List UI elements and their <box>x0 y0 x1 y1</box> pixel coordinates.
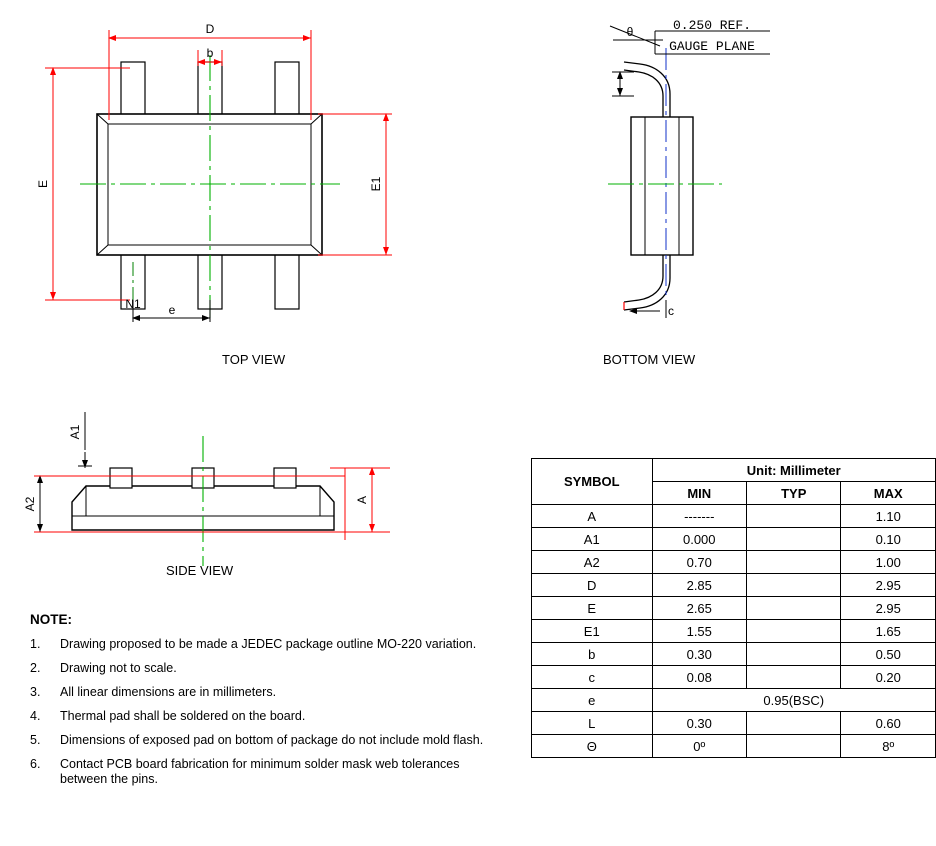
cell-symbol: L <box>532 712 653 735</box>
top-view-geometry <box>36 22 392 322</box>
note-item <box>30 637 500 652</box>
note-number: 5. <box>30 733 41 747</box>
cell-max: 1.00 <box>841 551 936 574</box>
dim-label-A1: A1 <box>68 424 82 440</box>
note-text: Drawing proposed to be made a JEDEC package outline MO-220 variation. <box>60 637 477 651</box>
dim-label-D: D <box>205 22 215 36</box>
cell-typ <box>747 666 841 689</box>
note-number: 4. <box>30 709 41 723</box>
cell-max: 8º <box>841 735 936 758</box>
note-number: 1. <box>30 637 41 651</box>
table-header-min: MIN <box>652 482 747 505</box>
table-row <box>532 666 936 689</box>
table-header-typ: TYP <box>747 482 841 505</box>
cell-typ <box>747 597 841 620</box>
dim-label-N1: N1 <box>125 297 141 311</box>
dim-label-E1: E1 <box>369 176 383 192</box>
cell-max: 0.10 <box>841 528 936 551</box>
cell-symbol: A2 <box>532 551 653 574</box>
cell-typ <box>747 620 841 643</box>
cell-symbol: e <box>532 689 653 712</box>
dim-label-A: A <box>355 495 369 505</box>
cell-symbol: b <box>532 643 653 666</box>
cell-typ <box>747 712 841 735</box>
table-header-symbol: SYMBOL <box>532 459 653 505</box>
note-text: Thermal pad shall be soldered on the board. <box>60 709 306 723</box>
bottom-view-geometry <box>608 18 770 318</box>
cell-min: 0.08 <box>652 666 747 689</box>
side-view-label: SIDE VIEW <box>166 563 234 578</box>
cell-min: 0.70 <box>652 551 747 574</box>
note-number: 6. <box>30 757 41 771</box>
cell-symbol: D <box>532 574 653 597</box>
note-item <box>30 709 500 724</box>
cell-max: 1.65 <box>841 620 936 643</box>
table-row <box>532 620 936 643</box>
cell-typ <box>747 528 841 551</box>
table-row <box>532 735 936 758</box>
cell-min: 0º <box>652 735 747 758</box>
note-text: Dimensions of exposed pad on bottom of package do not include mold flash. <box>60 733 484 747</box>
dim-label-A2: A2 <box>23 496 37 512</box>
cell-max: 2.95 <box>841 574 936 597</box>
cell-max: 2.95 <box>841 597 936 620</box>
cell-max: 0.20 <box>841 666 936 689</box>
note-number: 2. <box>30 661 41 675</box>
gauge-plane-label: GAUGE PLANE <box>669 39 755 54</box>
cell-symbol: c <box>532 666 653 689</box>
cell-typ <box>747 574 841 597</box>
cell-min: 2.85 <box>652 574 747 597</box>
gauge-ref-label: 0.250 REF. <box>672 18 752 33</box>
note-number: 3. <box>30 685 41 699</box>
table-row <box>532 528 936 551</box>
table-row <box>532 597 936 620</box>
table-row <box>532 574 936 597</box>
table-row <box>532 643 936 666</box>
cell-max: 1.10 <box>841 505 936 528</box>
notes-block <box>30 612 500 796</box>
cell-symbol: Θ <box>532 735 653 758</box>
bottom-view-label: BOTTOM VIEW <box>603 352 696 367</box>
cell-min: 0.30 <box>652 643 747 666</box>
cell-min: 2.65 <box>652 597 747 620</box>
cell-typ <box>747 505 841 528</box>
cell-max: 0.50 <box>841 643 936 666</box>
table-header-max: MAX <box>841 482 936 505</box>
cell-typ <box>747 551 841 574</box>
top-view-label: TOP VIEW <box>222 352 286 367</box>
cell-symbol: A1 <box>532 528 653 551</box>
cell-symbol: E1 <box>532 620 653 643</box>
note-text: Contact PCB board fabrication for minimum solder mask web tolerances between the pins. <box>60 757 460 786</box>
table-row <box>532 689 936 712</box>
cell-typ <box>747 735 841 758</box>
cell-symbol: A <box>532 505 653 528</box>
cell-min: 0.000 <box>652 528 747 551</box>
table-header-unit: Unit: Millimeter <box>652 459 936 482</box>
dim-label-e: e <box>168 303 176 317</box>
table-row <box>532 551 936 574</box>
cell-max: 0.60 <box>841 712 936 735</box>
note-text: Drawing not to scale. <box>60 661 177 675</box>
table-row <box>532 505 936 528</box>
dim-label-b: b <box>206 46 214 60</box>
cell-symbol: E <box>532 597 653 620</box>
dim-label-theta: θ <box>626 25 634 39</box>
dimension-table <box>531 458 936 758</box>
note-item <box>30 661 500 676</box>
table-header-row <box>532 459 936 482</box>
cell-min: ------- <box>652 505 747 528</box>
note-item <box>30 757 500 787</box>
side-view-geometry <box>23 412 390 566</box>
note-item <box>30 685 500 700</box>
cell-min: 0.30 <box>652 712 747 735</box>
dim-label-E: E <box>36 179 50 189</box>
table-row <box>532 712 936 735</box>
dim-label-c: c <box>668 304 674 318</box>
notes-title: NOTE: <box>30 612 72 627</box>
cell-typ <box>747 643 841 666</box>
cell-span-value: 0.95(BSC) <box>652 689 936 712</box>
note-item <box>30 733 500 748</box>
note-text: All linear dimensions are in millimeters. <box>60 685 277 699</box>
cell-min: 1.55 <box>652 620 747 643</box>
